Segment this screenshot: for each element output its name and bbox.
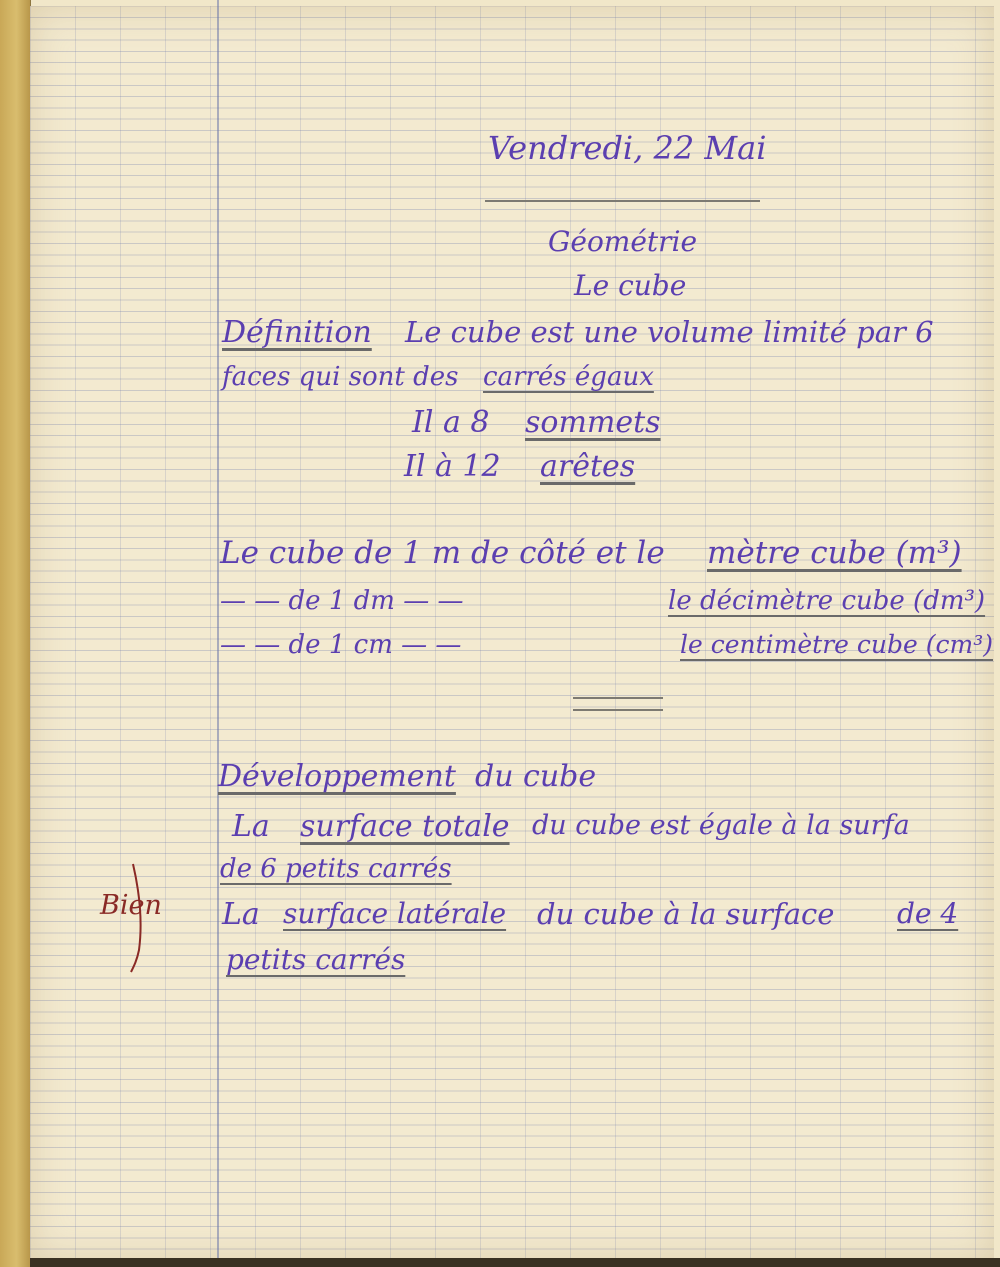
- surface-total-c: du cube est égale à la surfa: [532, 810, 910, 841]
- vertices-text: Il a 8: [412, 405, 490, 440]
- unit-line-2a: — — de 1 dm — —: [220, 586, 464, 616]
- margin-line: [217, 0, 219, 1267]
- surface-lateral-c: du cube à la surface: [537, 897, 835, 931]
- date-underline: [485, 200, 760, 202]
- unit-line-1a: Le cube de 1 m de côté et le: [220, 535, 665, 571]
- definition-label: Définition: [222, 315, 372, 350]
- unit-line-2b: le décimètre cube (dm³): [668, 586, 986, 616]
- edges-word: arêtes: [540, 449, 636, 484]
- unit-line-3a: — — de 1 cm — —: [220, 630, 462, 660]
- subject-title: Géométrie: [548, 225, 698, 258]
- date-heading: Vendredi, 22 Mai: [488, 129, 767, 167]
- unit-line-1b: mètre cube (m³): [707, 535, 962, 571]
- definition-text-2b: carrés égaux: [483, 362, 654, 392]
- unit-line-3b: le centimètre cube (cm³): [680, 630, 994, 659]
- surface-total-b: surface totale: [300, 809, 510, 844]
- vertices-word: sommets: [525, 405, 661, 440]
- notebook-spine: [0, 0, 31, 1267]
- surface-total-d: de 6 petits carrés: [220, 854, 452, 884]
- surface-lateral-d: de 4: [897, 897, 959, 930]
- definition-text-1: Le cube est une volume limité par 6: [405, 315, 934, 349]
- surface-lateral-e: petits carrés: [226, 943, 406, 976]
- teacher-mark-stroke: [125, 860, 155, 975]
- section-divider-top: [573, 697, 663, 699]
- surface-lateral-a: La: [222, 897, 260, 932]
- section-divider-bottom: [573, 709, 663, 711]
- development-heading: Développement: [218, 759, 456, 794]
- definition-text-2a: faces qui sont des: [222, 362, 459, 392]
- surface-lateral-b: surface latérale: [283, 897, 507, 930]
- lesson-title: Le cube: [574, 269, 687, 302]
- page-edge: [30, 1258, 1000, 1267]
- development-heading-suffix: du cube: [475, 759, 597, 794]
- surface-total-a: La: [232, 809, 270, 844]
- teacher-mark: Bien: [100, 890, 162, 921]
- edges-text: Il à 12: [404, 449, 501, 484]
